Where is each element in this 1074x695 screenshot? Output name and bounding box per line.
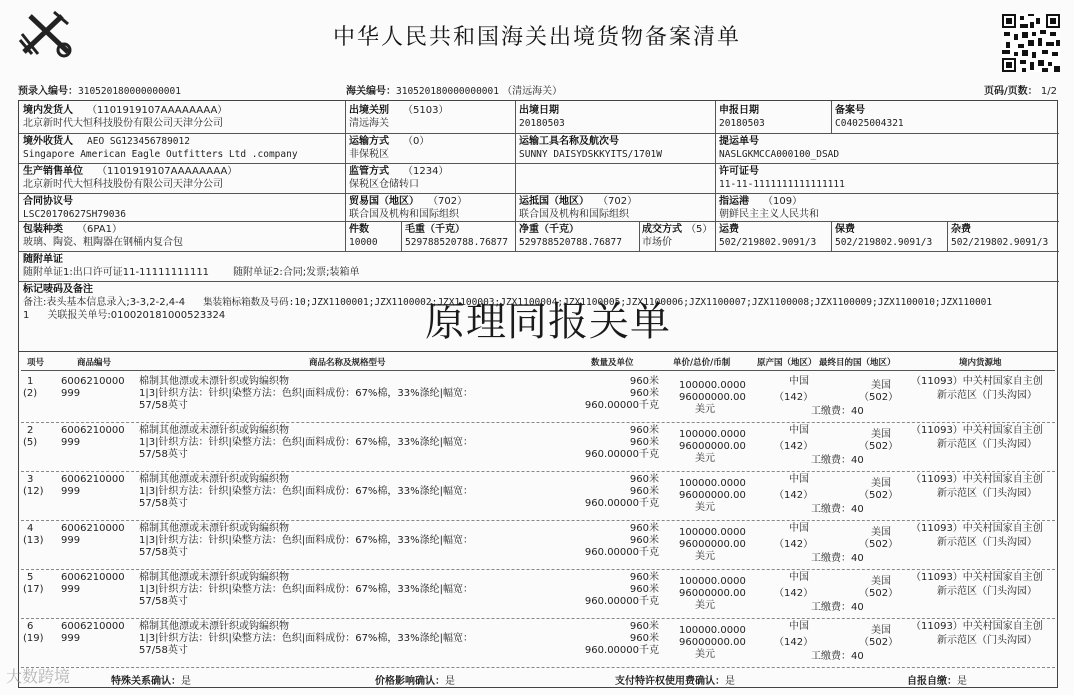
goods-cell-p3: 美元 xyxy=(695,404,715,415)
goods-cell-spec2: 57/58英寸 xyxy=(139,400,188,411)
customs-number: 海关编号：310520180000000001 （清远海关） xyxy=(346,86,563,97)
goods-cell-duty: 工缴费：40 xyxy=(811,602,864,613)
col-name: 商品名称及规格型号 xyxy=(309,358,386,368)
freight: 运费 502/219802.9091/3 xyxy=(719,224,817,248)
goods-cell-code: 6006210000 xyxy=(61,425,125,436)
goods-cell-src1: （11093）中关村国家自主创 xyxy=(911,621,1043,632)
goods-cell-p3: 美元 xyxy=(695,551,715,562)
exit-customs: 出境关别 （5103） 清远海关 xyxy=(349,105,449,129)
goods-cell-src2: 新示范区（门头沟园） xyxy=(937,488,1037,499)
goods-cell-p2: 96000000.00 xyxy=(679,490,746,501)
goods-cell-name: 棉制其他漂或未漂针织或钩编织物 xyxy=(139,572,289,583)
goods-cell-spec1: 1|3|针织方法：针织|染整方法：色织|面料成份：67%棉，33%涤纶|幅宽： xyxy=(139,535,474,546)
goods-cell-code: 6006210000 xyxy=(61,376,125,387)
goods-cell-final: 美国 xyxy=(871,429,891,440)
goods-cell-q3: 960.00000千克 xyxy=(584,596,659,607)
goods-cell-final-code: （502） xyxy=(859,539,899,550)
goods-cell-spec2: 57/58英寸 xyxy=(139,449,188,460)
insurance: 保费 502/219802.9091/3 xyxy=(835,224,933,248)
goods-cell-origin-code: （142） xyxy=(774,392,814,403)
goods-cell-sub: (2) xyxy=(23,388,38,399)
goods-cell-name: 棉制其他漂或未漂针织或钩编织物 xyxy=(139,425,289,436)
marks-remarks: 标记唛码及备注 备注:表头基本信息录入;3-3,2-2,4-4 集装箱标箱数及号码:10;JZX1100001;JZX1100002;JZX1100003;JZX1100004;JZX1100005;JZX1100006;JZX1100007;JZX1100008;JZX1100009;JZX1100010;JZX110001 1 关联报关单号:010020181000523324 xyxy=(23,284,993,321)
watermark-text: 大数跨境 xyxy=(6,667,71,686)
goods-cell-spec1: 1|3|针织方法：针织|染整方法：色织|面料成份：67%棉，33%涤纶|幅宽： xyxy=(139,584,474,595)
goods-cell-spec1: 1|3|针织方法：针织|染整方法：色织|面料成份：67%棉，33%涤纶|幅宽： xyxy=(139,486,474,497)
goods-cell-origin-code: （142） xyxy=(774,588,814,599)
goods-cell-sub: (13) xyxy=(23,535,44,546)
price-impact: 价格影响确认：是 xyxy=(375,676,455,687)
goods-cell-duty: 工缴费：40 xyxy=(811,553,864,564)
row-divider xyxy=(21,618,1055,619)
overseas-consignee: 境外收货人 AEO SG123456789012 Singapore American Eagle Outfitters Ltd .company xyxy=(23,136,298,160)
goods-cell-final-code: （502） xyxy=(859,392,899,403)
goods-cell-origin: 中国 xyxy=(789,425,809,436)
license-number: 许可证号 11-11-1111111111111111 xyxy=(719,166,845,190)
goods-cell-sub: (12) xyxy=(23,486,44,497)
goods-cell-spec2: 57/58英寸 xyxy=(139,645,188,656)
row-divider xyxy=(21,422,1055,423)
goods-cell-src1: （11093）中关村国家自主创 xyxy=(911,474,1043,485)
goods-cell-p2: 96000000.00 xyxy=(679,392,746,403)
col-final: 最终目的国（地区） xyxy=(819,358,896,368)
goods-cell-spec2: 57/58英寸 xyxy=(139,596,188,607)
goods-row xyxy=(19,425,1059,473)
goods-cell-sub: (19) xyxy=(23,633,44,644)
goods-cell-final-code: （502） xyxy=(859,588,899,599)
goods-cell-code2: 999 xyxy=(61,437,81,448)
qr-code-icon xyxy=(1002,14,1060,72)
goods-cell-spec2: 57/58英寸 xyxy=(139,547,188,558)
goods-cell-code: 6006210000 xyxy=(61,523,125,534)
goods-row xyxy=(19,474,1059,522)
goods-cell-q1: 960米 xyxy=(629,376,659,387)
domestic-consignor: 境内发货人 （1101919107AAAAAAAA） 北京新时代大恒科技股份有限公司天津分公司 xyxy=(23,105,228,129)
goods-cell-no: 2 xyxy=(27,425,34,436)
goods-cell-p1: 100000.0000 xyxy=(679,576,746,587)
goods-row xyxy=(19,621,1059,669)
goods-cell-code: 6006210000 xyxy=(61,621,125,632)
goods-cell-q1: 960米 xyxy=(629,474,659,485)
bill-number: 提运单号 NASLGKMCCA000100_DSAD xyxy=(719,136,840,160)
goods-cell-spec2: 57/58英寸 xyxy=(139,498,188,509)
goods-cell-src2: 新示范区（门头沟园） xyxy=(937,635,1037,646)
goods-cell-no: 5 xyxy=(27,572,34,583)
goods-cell-p1: 100000.0000 xyxy=(679,380,746,391)
goods-cell-origin-code: （142） xyxy=(774,441,814,452)
trade-country: 贸易国（地区） （702） 联合国及机构和国际组织 xyxy=(349,196,468,220)
goods-row xyxy=(19,523,1059,571)
goods-cell-src1: （11093）中关村国家自主创 xyxy=(911,572,1043,583)
col-no: 项号 xyxy=(27,358,45,368)
goods-cell-q1: 960米 xyxy=(629,523,659,534)
goods-cell-src2: 新示范区（门头沟园） xyxy=(937,586,1037,597)
goods-cell-final: 美国 xyxy=(871,478,891,489)
contract-number: 合同协议号 LSC20170627SH79036 xyxy=(23,196,126,220)
goods-cell-q2: 960米 xyxy=(629,584,659,595)
goods-cell-q2: 960米 xyxy=(629,486,659,497)
goods-cell-q2: 960米 xyxy=(629,633,659,644)
goods-cell-q1: 960米 xyxy=(629,425,659,436)
goods-cell-name: 棉制其他漂或未漂针织或钩编织物 xyxy=(139,523,289,534)
goods-cell-p2: 96000000.00 xyxy=(679,539,746,550)
goods-cell-sub: (17) xyxy=(23,584,44,595)
goods-cell-p2: 96000000.00 xyxy=(679,637,746,648)
goods-cell-q3: 960.00000千克 xyxy=(584,547,659,558)
pieces: 件数 10000 xyxy=(349,224,378,248)
goods-cell-origin: 中国 xyxy=(789,474,809,485)
goods-cell-sub: (5) xyxy=(23,437,38,448)
goods-cell-src1: （11093）中关村国家自主创 xyxy=(911,523,1043,534)
goods-cell-code2: 999 xyxy=(61,535,81,546)
goods-cell-q3: 960.00000千克 xyxy=(584,449,659,460)
goods-row xyxy=(19,572,1059,620)
goods-cell-src2: 新示范区（门头沟园） xyxy=(937,537,1037,548)
goods-cell-code: 6006210000 xyxy=(61,474,125,485)
goods-cell-origin: 中国 xyxy=(789,572,809,583)
special-relation: 特殊关系确认：是 xyxy=(111,676,191,687)
goods-cell-spec1: 1|3|针织方法：针织|染整方法：色织|面料成份：67%棉，33%涤纶|幅宽： xyxy=(139,437,474,448)
row-divider xyxy=(21,520,1055,521)
declare-date: 申报日期 20180503 xyxy=(719,105,765,129)
goods-cell-p2: 96000000.00 xyxy=(679,441,746,452)
goods-cell-code2: 999 xyxy=(61,633,81,644)
goods-cell-duty: 工缴费：40 xyxy=(811,504,864,515)
supervision-mode: 监管方式 （1234） 保税区仓储转口 xyxy=(349,166,449,190)
goods-cell-final: 美国 xyxy=(871,625,891,636)
goods-cell-origin-code: （142） xyxy=(774,539,814,550)
col-qty: 数量及单位 xyxy=(591,358,634,368)
goods-cell-origin-code: （142） xyxy=(774,637,814,648)
goods-cell-final: 美国 xyxy=(871,527,891,538)
goods-cell-p3: 美元 xyxy=(695,502,715,513)
row-divider xyxy=(21,569,1055,570)
goods-cell-p1: 100000.0000 xyxy=(679,527,746,538)
destination-country: 运抵国（地区） （702） 联合国及机构和国际组织 xyxy=(519,196,638,220)
pre-entry-number: 预录入编号：310520180000000001 xyxy=(18,86,181,97)
goods-cell-q2: 960米 xyxy=(629,388,659,399)
goods-cell-q3: 960.00000千克 xyxy=(584,498,659,509)
goods-cell-no: 4 xyxy=(27,523,34,534)
goods-cell-src2: 新示范区（门头沟园） xyxy=(937,390,1037,401)
goods-cell-final: 美国 xyxy=(871,576,891,587)
royalty-payment: 支付特许权使用费确认：是 xyxy=(615,676,735,687)
goods-cell-final-code: （502） xyxy=(859,490,899,501)
goods-cell-code2: 999 xyxy=(61,388,81,399)
transport-mode: 运输方式 （0） 非保税区 xyxy=(349,136,430,160)
goods-cell-duty: 工缴费：40 xyxy=(811,406,864,417)
col-origin: 原产国（地区） xyxy=(757,358,817,368)
col-source: 境内货源地 xyxy=(959,358,1002,368)
goods-cell-p1: 100000.0000 xyxy=(679,478,746,489)
goods-cell-p1: 100000.0000 xyxy=(679,429,746,440)
page-number: 页码/页数： 1/2 xyxy=(984,86,1057,97)
row-divider xyxy=(21,667,1055,668)
producer-seller: 生产销售单位 （1101919107AAAAAAAA） 北京新时代大恒科技股份有限公司天津分公司 xyxy=(23,166,238,190)
goods-cell-q3: 960.00000千克 xyxy=(584,645,659,656)
gross-weight: 毛重（千克） 529788520788.76877 xyxy=(405,224,508,248)
goods-cell-p1: 100000.0000 xyxy=(679,625,746,636)
goods-cell-p3: 美元 xyxy=(695,453,715,464)
goods-cell-p2: 96000000.00 xyxy=(679,588,746,599)
package-type: 包装种类 （6PA1） 玻璃、陶瓷、粗陶器在钢桶内复合包 xyxy=(23,224,183,248)
goods-cell-final-code: （502） xyxy=(859,637,899,648)
goods-cell-no: 6 xyxy=(27,621,34,632)
goods-cell-name: 棉制其他漂或未漂针织或钩编织物 xyxy=(139,474,289,485)
goods-cell-p3: 美元 xyxy=(695,649,715,660)
goods-cell-p3: 美元 xyxy=(695,600,715,611)
goods-cell-final: 美国 xyxy=(871,380,891,391)
net-weight: 净重（千克） 529788520788.76877 xyxy=(519,224,622,248)
goods-cell-origin: 中国 xyxy=(789,376,809,387)
col-code: 商品编号 xyxy=(77,358,112,368)
goods-cell-q1: 960米 xyxy=(629,572,659,583)
goods-cell-q1: 960米 xyxy=(629,621,659,632)
goods-cell-name: 棉制其他漂或未漂针织或钩编织物 xyxy=(139,376,289,387)
goods-cell-src1: （11093）中关村国家自主创 xyxy=(911,425,1043,436)
goods-cell-spec1: 1|3|针织方法：针织|染整方法：色织|面料成份：67%棉，33%涤纶|幅宽： xyxy=(139,633,474,644)
record-number: 备案号 C04025004321 xyxy=(835,105,904,129)
goods-cell-origin-code: （142） xyxy=(774,490,814,501)
goods-cell-origin: 中国 xyxy=(789,523,809,534)
goods-cell-src1: （11093）中关村国家自主创 xyxy=(911,376,1043,387)
goods-cell-code: 6006210000 xyxy=(61,572,125,583)
goods-cell-q2: 960米 xyxy=(629,535,659,546)
overlay-stamp-text: 原理同报关单 xyxy=(425,299,671,345)
document-title: 中华人民共和国海关出境货物备案清单 xyxy=(332,25,741,50)
goods-cell-src2: 新示范区（门头沟园） xyxy=(937,439,1037,450)
goods-cell-q3: 960.00000千克 xyxy=(584,400,659,411)
goods-cell-no: 1 xyxy=(27,376,34,387)
goods-cell-duty: 工缴费：40 xyxy=(811,455,864,466)
goods-cell-no: 3 xyxy=(27,474,34,485)
goods-cell-q2: 960米 xyxy=(629,437,659,448)
deal-mode: 成交方式 （5） 市场价 xyxy=(642,224,713,248)
row-divider xyxy=(21,471,1055,472)
self-declare: 自报自缴：是 xyxy=(907,676,967,687)
goods-cell-code2: 999 xyxy=(61,584,81,595)
goods-cell-duty: 工缴费：40 xyxy=(811,651,864,662)
goods-cell-name: 棉制其他漂或未漂针织或钩编织物 xyxy=(139,621,289,632)
transport-name: 运输工具名称及航次号 SUNNY DAISYDSKKYITS/1701W xyxy=(519,136,662,160)
goods-cell-origin: 中国 xyxy=(789,621,809,632)
misc-fee: 杂费 502/219802.9091/3 xyxy=(951,224,1049,248)
destination-port: 指运港 （109） 朝鲜民主主义人民共和 xyxy=(719,196,819,220)
attached-documents: 随附单证 随附单证1:出口许可证11-11111111111 随附单证2:合同;发票;装箱单 xyxy=(23,254,360,278)
goods-cell-code2: 999 xyxy=(61,486,81,497)
goods-cell-final-code: （502） xyxy=(859,441,899,452)
goods-cell-spec1: 1|3|针织方法：针织|染整方法：色织|面料成份：67%棉，33%涤纶|幅宽： xyxy=(139,388,474,399)
goods-row xyxy=(19,376,1059,424)
col-price: 单价/总价/币制 xyxy=(673,358,731,368)
exit-date: 出境日期 20180503 xyxy=(519,105,565,129)
goods-table xyxy=(18,352,1058,688)
